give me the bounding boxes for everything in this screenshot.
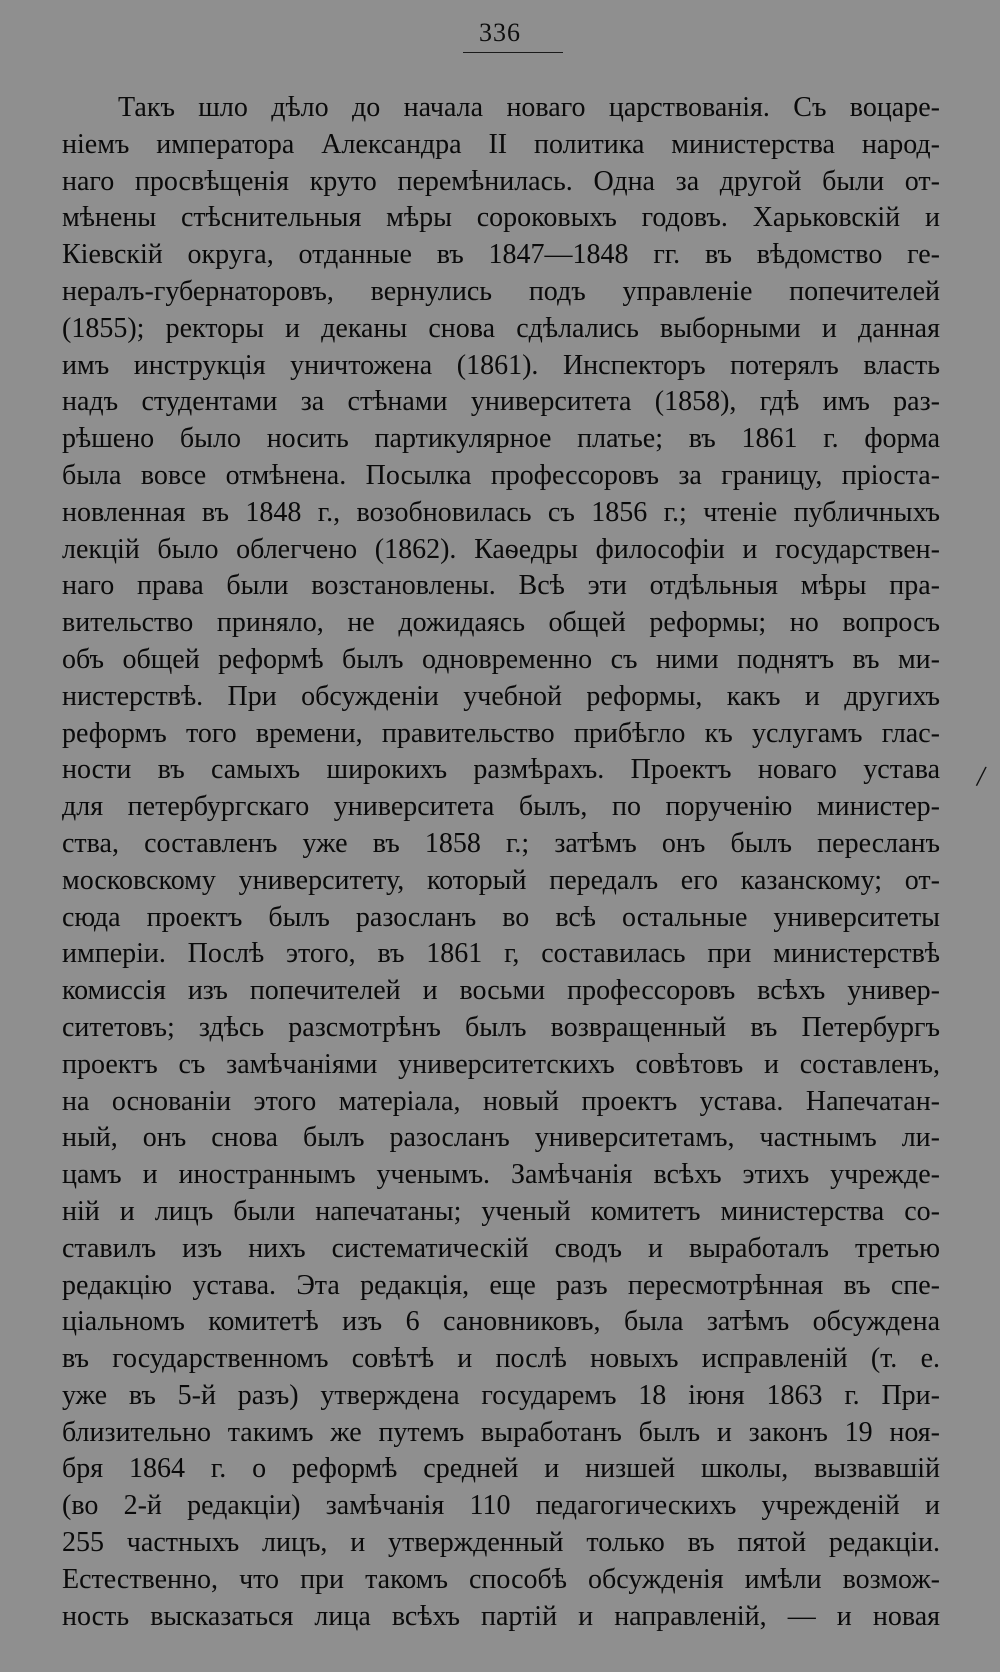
text-line: ства, составленъ уже въ 1858 г.; затѣмъ онъ былъ пересланъ [62,827,940,859]
text-line: нистерствѣ. При обсужденіи учебной реформы, какъ и другихъ [62,680,940,712]
text-line: ніемъ императора Александра II политика министерства народ- [62,128,940,160]
text-line: ность высказаться лица всѣхъ партій и направленій, — и новая [62,1600,940,1632]
text-line: реформъ того времени, правительство прибѣгло къ услугамъ глас- [62,717,940,749]
text-line: Естественно, что при такомъ способѣ обсужденія имѣли возмож- [62,1563,940,1595]
text-line: цамъ и иностраннымъ ученымъ. Замѣчанія всѣхъ этихъ учрежде- [62,1159,940,1191]
margin-mark: / [974,759,988,794]
text-line: (во 2-й редакціи) замѣчанія 110 педагогическихъ учрежденій и [62,1490,940,1522]
text-line: редакцію устава. Эта редакція, еще разъ пересмотрѣнная въ спе- [62,1269,940,1301]
text-line: мѣнены стѣснительныя мѣры сороковыхъ годовъ. Харьковскій и [62,202,940,234]
text-line: проектъ съ замѣчаніями университетскихъ совѣтовъ и составленъ, [62,1048,940,1080]
text-line: ціальномъ комитетѣ изъ 6 сановниковъ, была затѣмъ обсуждена [62,1306,940,1338]
text-line: (1855); ректоры и деканы снова сдѣлались выборными и данная [62,312,940,344]
text-line: имъ инструкція уничтожена (1861). Инспекторъ потерялъ власть [62,349,940,381]
text-line: лекцій было облегчено (1862). Каѳедры философіи и государствен- [62,533,940,565]
text-line: новленная въ 1848 г., возобновилась съ 1856 г.; чтеніе публичныхъ [62,496,940,528]
text-line: близительно такимъ же путемъ выработанъ былъ и законъ 19 ноя- [62,1416,940,1448]
text-line: наго просвѣщенія круто перемѣнилась. Одна за другой были от- [62,165,940,197]
text-line: ситетовъ; здѣсь разсмотрѣнъ былъ возвращенный въ Петербургъ [62,1011,940,1043]
page-body-text [62,90,940,1635]
text-line: вительство приняло, не дожидаясь общей реформы; но вопросъ [62,607,940,639]
text-line: рѣшено было носить партикулярное платье; въ 1861 г. форма [62,423,940,455]
text-line: ный, онъ снова былъ разосланъ университетамъ, частнымъ ли- [62,1122,940,1154]
text-line: для петербургскаго университета былъ, по порученію министер- [62,791,940,823]
text-line: сюда проектъ былъ разосланъ во всѣ остальные университеты [62,901,940,933]
page-header [0,18,1000,48]
text-line: бря 1864 г. о реформѣ средней и низшей школы, вызвавшій [62,1453,940,1485]
page-number: 336 [479,18,521,47]
text-line: надъ студентами за стѣнами университета (1858), гдѣ имъ раз- [62,386,940,418]
text-line: объ общей реформѣ былъ одновременно съ ними поднятъ въ ми- [62,643,940,675]
text-line: комиссія изъ попечителей и восьми профессоровъ всѣхъ универ- [62,975,940,1007]
text-line: Кіевскій округа, отданные въ 1847—1848 гг. въ вѣдомство ге- [62,239,940,271]
text-line: ній и лицъ были напечатаны; ученый комитетъ министерства со- [62,1195,940,1227]
text-line: уже въ 5-й разъ) утверждена государемъ 18 іюня 1863 г. При- [62,1379,940,1411]
text-line: нералъ-губернаторовъ, вернулись подъ управленіе попечителей [62,275,940,307]
text-line: наго права были возстановлены. Всѣ эти отдѣльныя мѣры пра- [62,570,940,602]
text-line: 255 частныхъ лицъ, и утвержденный только въ пятой редакціи. [62,1527,940,1559]
text-line: Такъ шло дѣло до начала новаго царствованія. Съ воцаре- [118,92,940,123]
text-line: ставилъ изъ нихъ систематическій сводъ и выработалъ третью [62,1232,940,1264]
text-line: была вовсе отмѣнена. Посылка профессоровъ за границу, пріоста- [62,459,940,491]
text-line: въ государственномъ совѣтѣ и послѣ новыхъ исправленій (т. е. [62,1343,940,1375]
text-line: имперіи. Послѣ этого, въ 1861 г, составилась при министерствѣ [62,938,940,970]
text-line: на основаніи этого матеріала, новый проектъ устава. Напечатан- [62,1085,940,1117]
text-line: ности въ самыхъ широкихъ размѣрахъ. Проектъ новаго устава [62,754,940,786]
text-line: московскому университету, который передалъ его казанскому; от- [62,864,940,896]
page-number-rule [463,52,563,53]
